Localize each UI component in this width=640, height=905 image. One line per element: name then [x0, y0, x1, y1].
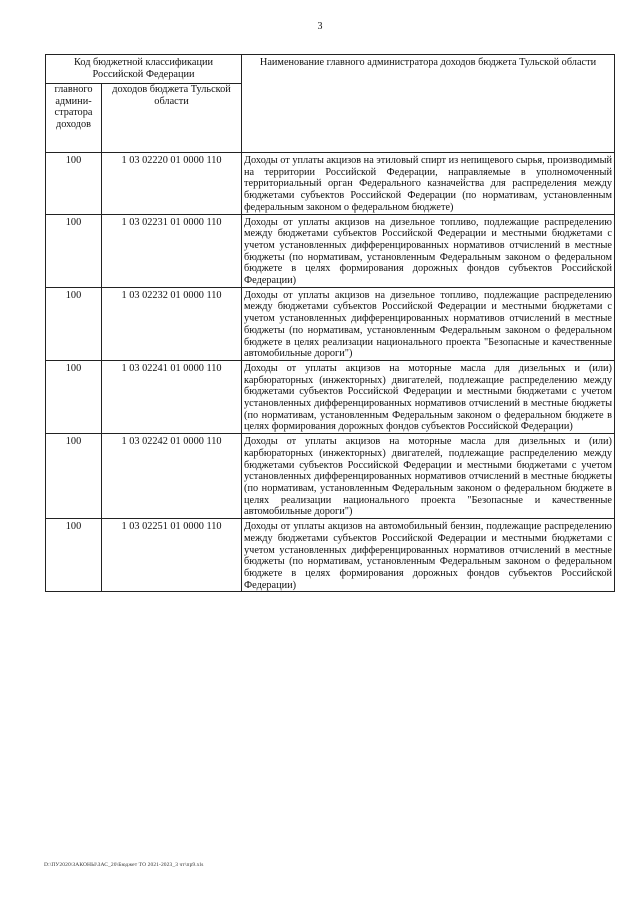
administrator-code-cell: 100 [46, 214, 102, 287]
page-number: 3 [317, 21, 323, 32]
administrator-code-cell: 100 [46, 434, 102, 519]
header-budget-classification-code: Код бюджетной классификации Российской Федерации [46, 55, 242, 84]
table-row [46, 519, 615, 592]
revenue-code-cell: 1 03 02241 01 0000 110 [102, 360, 242, 433]
table-header-row-1 [46, 55, 615, 84]
header-revenue-code: доходов бюджета Тульской области [102, 84, 242, 153]
revenue-description-cell: Доходы от уплаты акцизов на дизельное топливо, подлежащие распределению между бюджетами субъектов Российской Федерации и местными бюджетами с учетом установленных дифференцированных нормативов отчислений в местные бюджеты (по нормативам, установленным Федеральным законом о федеральном бюджете в целях реализации национального проекта "Безопасные и качественные автомобильные дороги") [242, 287, 615, 360]
revenue-code-cell: 1 03 02231 01 0000 110 [102, 214, 242, 287]
header-main-administrator: главного админи-стратора доходов [46, 84, 102, 153]
revenue-description-cell: Доходы от уплаты акцизов на моторные масла для дизельных и (или) карбюраторных (инжекторных) двигателей, подлежащие распределению между бюджетами субъектов Российской Федерации и местными бюджетами с учетом установленных дифференцированных нормативов отчислений в местные бюджеты (по нормативам, установленным Федеральным законом о федеральном бюджете в целях реализации национального проекта "Безопасные и качественные автомобильные дороги") [242, 434, 615, 519]
administrator-code-cell: 100 [46, 360, 102, 433]
table-row [46, 287, 615, 360]
revenue-code-cell: 1 03 02251 01 0000 110 [102, 519, 242, 592]
revenue-code-cell: 1 03 02232 01 0000 110 [102, 287, 242, 360]
table-row [46, 434, 615, 519]
revenue-administrators-table [45, 54, 615, 592]
table-row [46, 360, 615, 433]
table-row [46, 153, 615, 215]
revenue-description-cell: Доходы от уплаты акцизов на этиловый спирт из непищевого сырья, производимый на территории Российской Федерации, направляемые в уполномоченный территориальный орган Федерального казначейства для распределения между бюджетами субъектов Российской Федерации (по нормативам, установленным федеральным законом о федеральном бюджете) [242, 153, 615, 215]
revenue-description-cell: Доходы от уплаты акцизов на моторные масла для дизельных и (или) карбюраторных (инжекторных) двигателей, подлежащие распределению между бюджетами субъектов Российской Федерации и местными бюджетами с учетом установленных дифференцированных нормативов отчислений в местные бюджеты (по нормативам, установленным Федеральным законом о федеральном бюджете в целях формирования дорожных фондов субъектов Российской Федерации) [242, 360, 615, 433]
administrator-code-cell: 100 [46, 519, 102, 592]
revenue-code-cell: 1 03 02220 01 0000 110 [102, 153, 242, 215]
revenue-description-cell: Доходы от уплаты акцизов на автомобильный бензин, подлежащие распределению между бюджетами субъектов Российской Федерации и местными бюджетами с учетом установленных дифференцированных нормативов отчислений в местные бюджеты (по нормативам, установленным Федеральным законом о федеральном бюджете в целях формирования дорожных фондов субъектов Российской Федерации) [242, 519, 615, 592]
revenue-description-cell: Доходы от уплаты акцизов на дизельное топливо, подлежащие распределению между бюджетами субъектов Российской Федерации и местными бюджетами с учетом установленных дифференцированных нормативов отчислений в местные бюджеты (по нормативам, установленным Федеральным законом о федеральном бюджете в целях формирования дорожных фондов субъектов Российской Федерации) [242, 214, 615, 287]
footer-file-path: D:\ПУ2020\ЗАКОНЫ\ЗАС_20\Бюджет ТО 2021-2023_3 чт\пр9.xls [44, 862, 204, 868]
revenue-code-cell: 1 03 02242 01 0000 110 [102, 434, 242, 519]
header-administrator-name: Наименование главного администратора доходов бюджета Тульской области [242, 55, 615, 153]
administrator-code-cell: 100 [46, 287, 102, 360]
administrator-code-cell: 100 [46, 153, 102, 215]
table-row [46, 214, 615, 287]
